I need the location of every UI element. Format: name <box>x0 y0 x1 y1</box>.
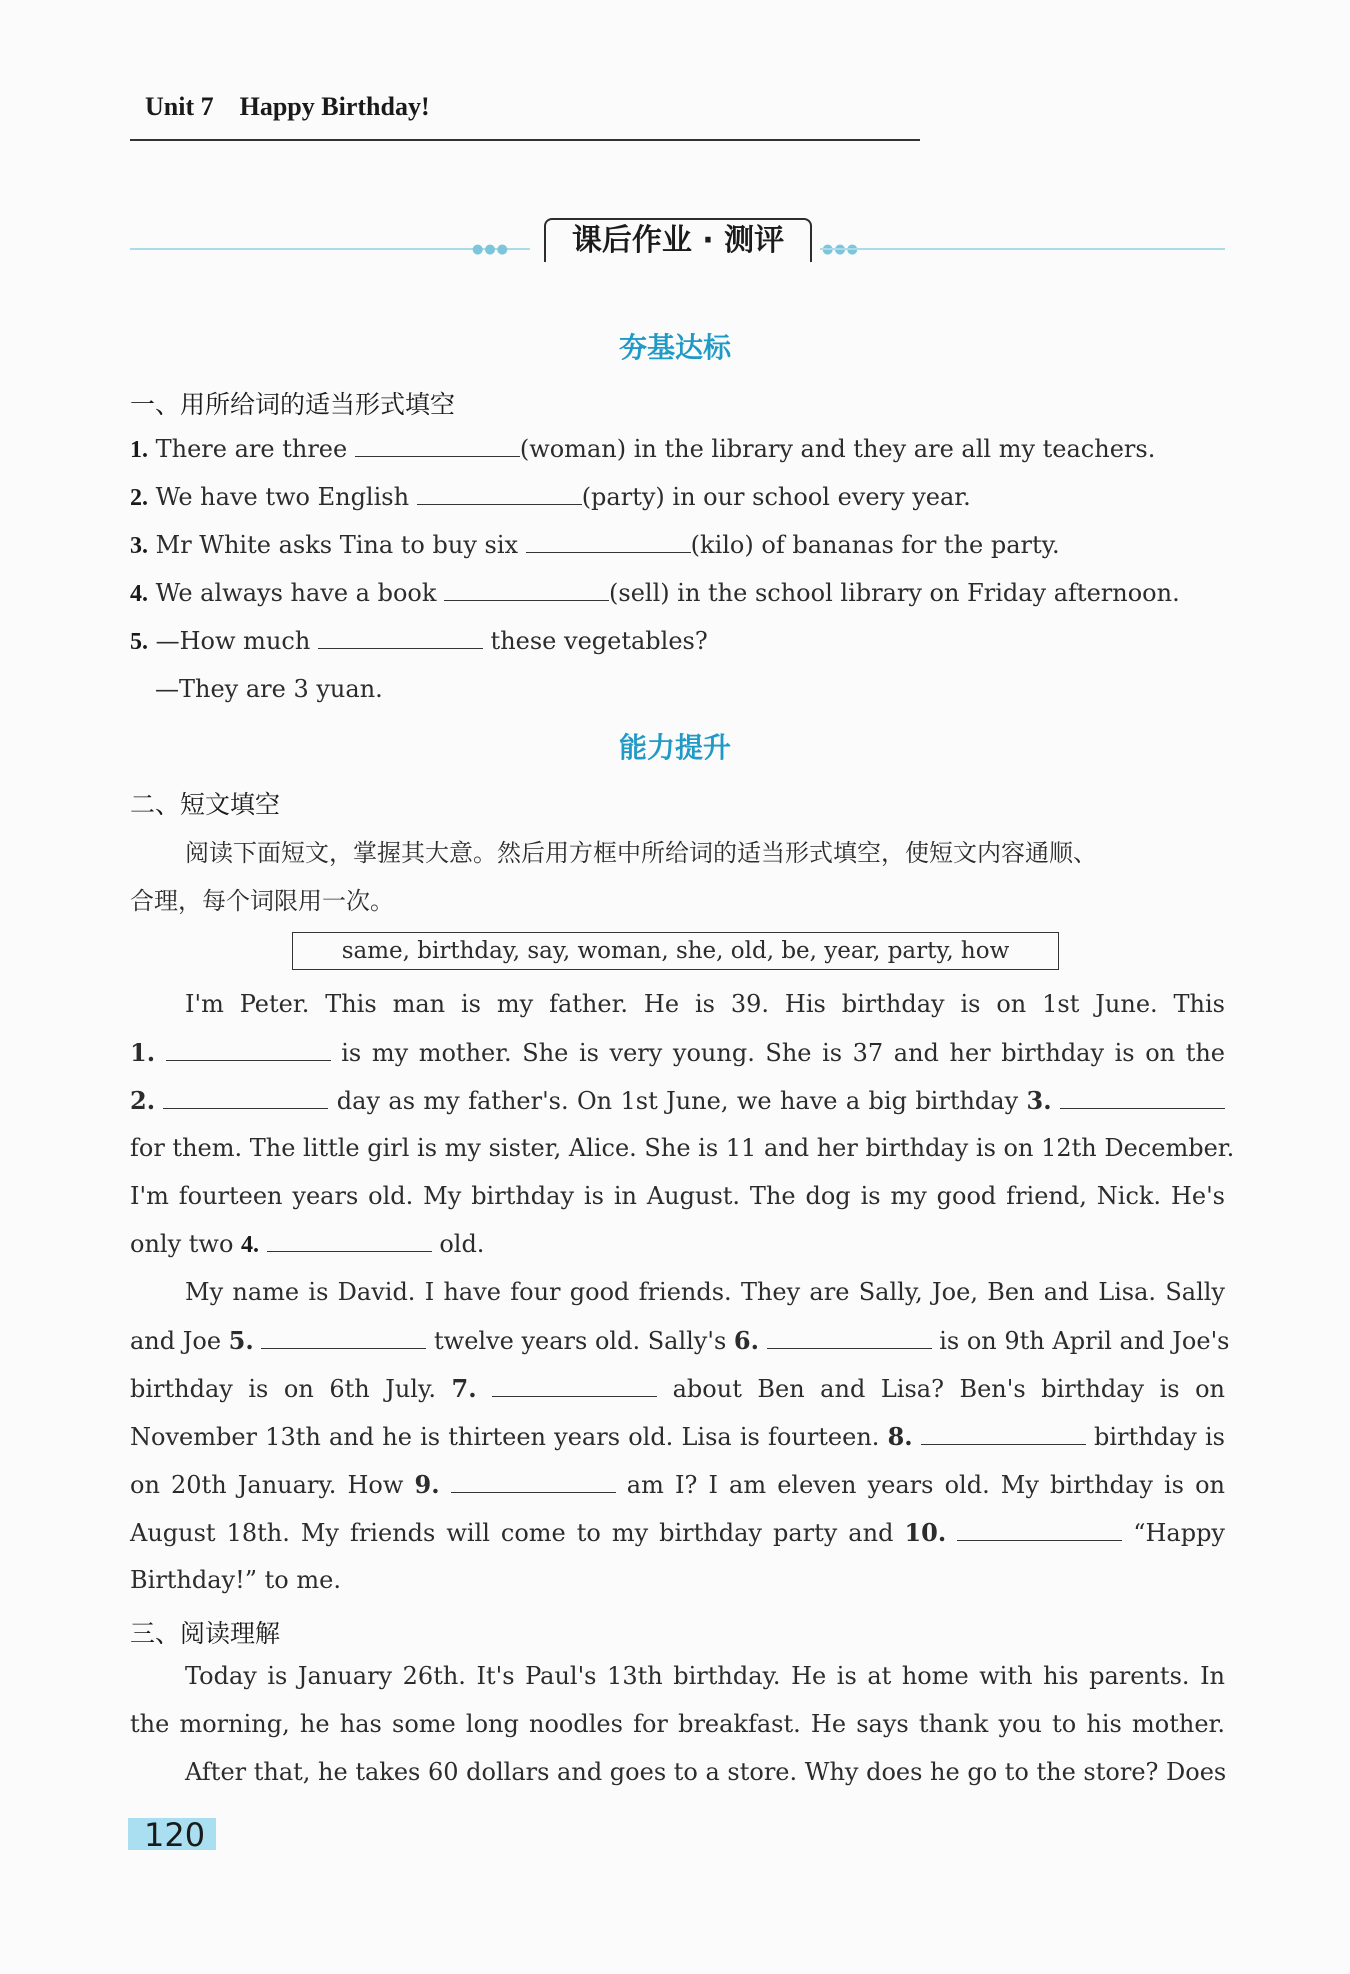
passage-line: on 20th January. How 9. am I? I am eleven years old. My birthday is on <box>130 1470 1225 1499</box>
word-box: same, birthday, say, woman, she, old, be, year, party, how <box>292 932 1059 970</box>
answer-blank-2[interactable] <box>163 1088 328 1109</box>
answer-blank-7[interactable] <box>492 1376 657 1397</box>
answer-blank[interactable] <box>355 436 520 457</box>
reading-line: After that, he takes 60 dollars and goes to a store. Why does he go to the store? Does <box>185 1758 1227 1786</box>
exercise-heading-1: 一、用所给词的适当形式填空 <box>130 390 456 419</box>
answer-blank-3[interactable] <box>1060 1088 1225 1109</box>
exercise-heading-3: 三、阅读理解 <box>130 1619 281 1648</box>
answer-blank-1[interactable] <box>166 1040 331 1061</box>
passage-line: I'm fourteen years old. My birthday is in August. The dog is my good friend, Nick. He's <box>130 1182 1225 1210</box>
answer-blank[interactable] <box>417 484 582 505</box>
section-banner: 课后作业 · 测评 <box>544 218 812 262</box>
passage-line: only two 4. old. <box>130 1230 485 1258</box>
question-4: 4. We always have a book (sell) in the school library on Friday afternoon. <box>130 579 1180 607</box>
passage-line: November 13th and he is thirteen years old. Lisa is fourteen. 8. birthday is <box>130 1422 1225 1451</box>
passage-line: 2. day as my father's. On 1st June, we have a big birthday 3. <box>130 1086 1225 1115</box>
answer-blank-9[interactable] <box>451 1472 616 1493</box>
answer-blank[interactable] <box>444 580 609 601</box>
section-title-advanced: 能力提升 <box>618 731 731 764</box>
passage-line: birthday is on 6th July. 7. about Ben and Lisa? Ben's birthday is on <box>130 1374 1225 1403</box>
passage-line: I'm Peter. This man is my father. He is 39. His birthday is on 1st June. This <box>185 990 1225 1018</box>
banner-line-right <box>820 248 1225 250</box>
answer-blank-4[interactable] <box>267 1231 432 1252</box>
passage-line: Birthday!” to me. <box>130 1566 341 1594</box>
banner-line-left <box>130 248 530 250</box>
passage-line: My name is David. I have four good friends. They are Sally, Joe, Ben and Lisa. Sally <box>185 1278 1225 1306</box>
instruction-line-2: 合理，每个词限用一次。 <box>130 887 394 915</box>
answer-blank[interactable] <box>318 628 483 649</box>
section-title-basic: 夯基达标 <box>618 331 731 364</box>
answer-blank-6[interactable] <box>767 1328 932 1349</box>
unit-label: Unit 7 <box>145 92 214 121</box>
question-3: 3. Mr White asks Tina to buy six (kilo) of bananas for the party. <box>130 531 1060 559</box>
passage-line: 1. is my mother. She is very young. She is 37 and her birthday is on the <box>130 1038 1225 1067</box>
answer-blank-8[interactable] <box>921 1424 1086 1445</box>
question-5-reply: —They are 3 yuan. <box>155 675 383 703</box>
reading-line: the morning, he has some long noodles for breakfast. He says thank you to his mother. <box>130 1710 1225 1738</box>
unit-title: Happy Birthday! <box>239 92 430 121</box>
question-1: 1. There are three (woman) in the library and they are all my teachers. <box>130 435 1156 463</box>
page-number: 120 <box>128 1818 216 1850</box>
passage-line: for them. The little girl is my sister, Alice. She is 11 and her birthday is on 12th December. <box>130 1134 1235 1162</box>
exercise-heading-2: 二、短文填空 <box>130 790 281 819</box>
instruction-line-1: 阅读下面短文，掌握其大意。然后用方框中所给词的适当形式填空，使短文内容通顺、 <box>185 839 1097 867</box>
reading-line: Today is January 26th. It's Paul's 13th birthday. He is at home with his parents. In <box>185 1662 1225 1690</box>
question-2: 2. We have two English (party) in our school every year. <box>130 483 971 511</box>
unit-header <box>145 92 430 122</box>
header-rule <box>130 139 920 141</box>
answer-blank[interactable] <box>526 532 691 553</box>
question-5: 5. —How much these vegetables? <box>130 627 708 655</box>
banner-dots-left: ●●● <box>472 242 510 257</box>
passage-line: and Joe 5. twelve years old. Sally's 6. is on 9th April and Joe's <box>130 1326 1230 1355</box>
answer-blank-10[interactable] <box>957 1520 1122 1541</box>
answer-blank-5[interactable] <box>261 1328 426 1349</box>
passage-line: August 18th. My friends will come to my birthday party and 10. “Happy <box>130 1518 1225 1547</box>
